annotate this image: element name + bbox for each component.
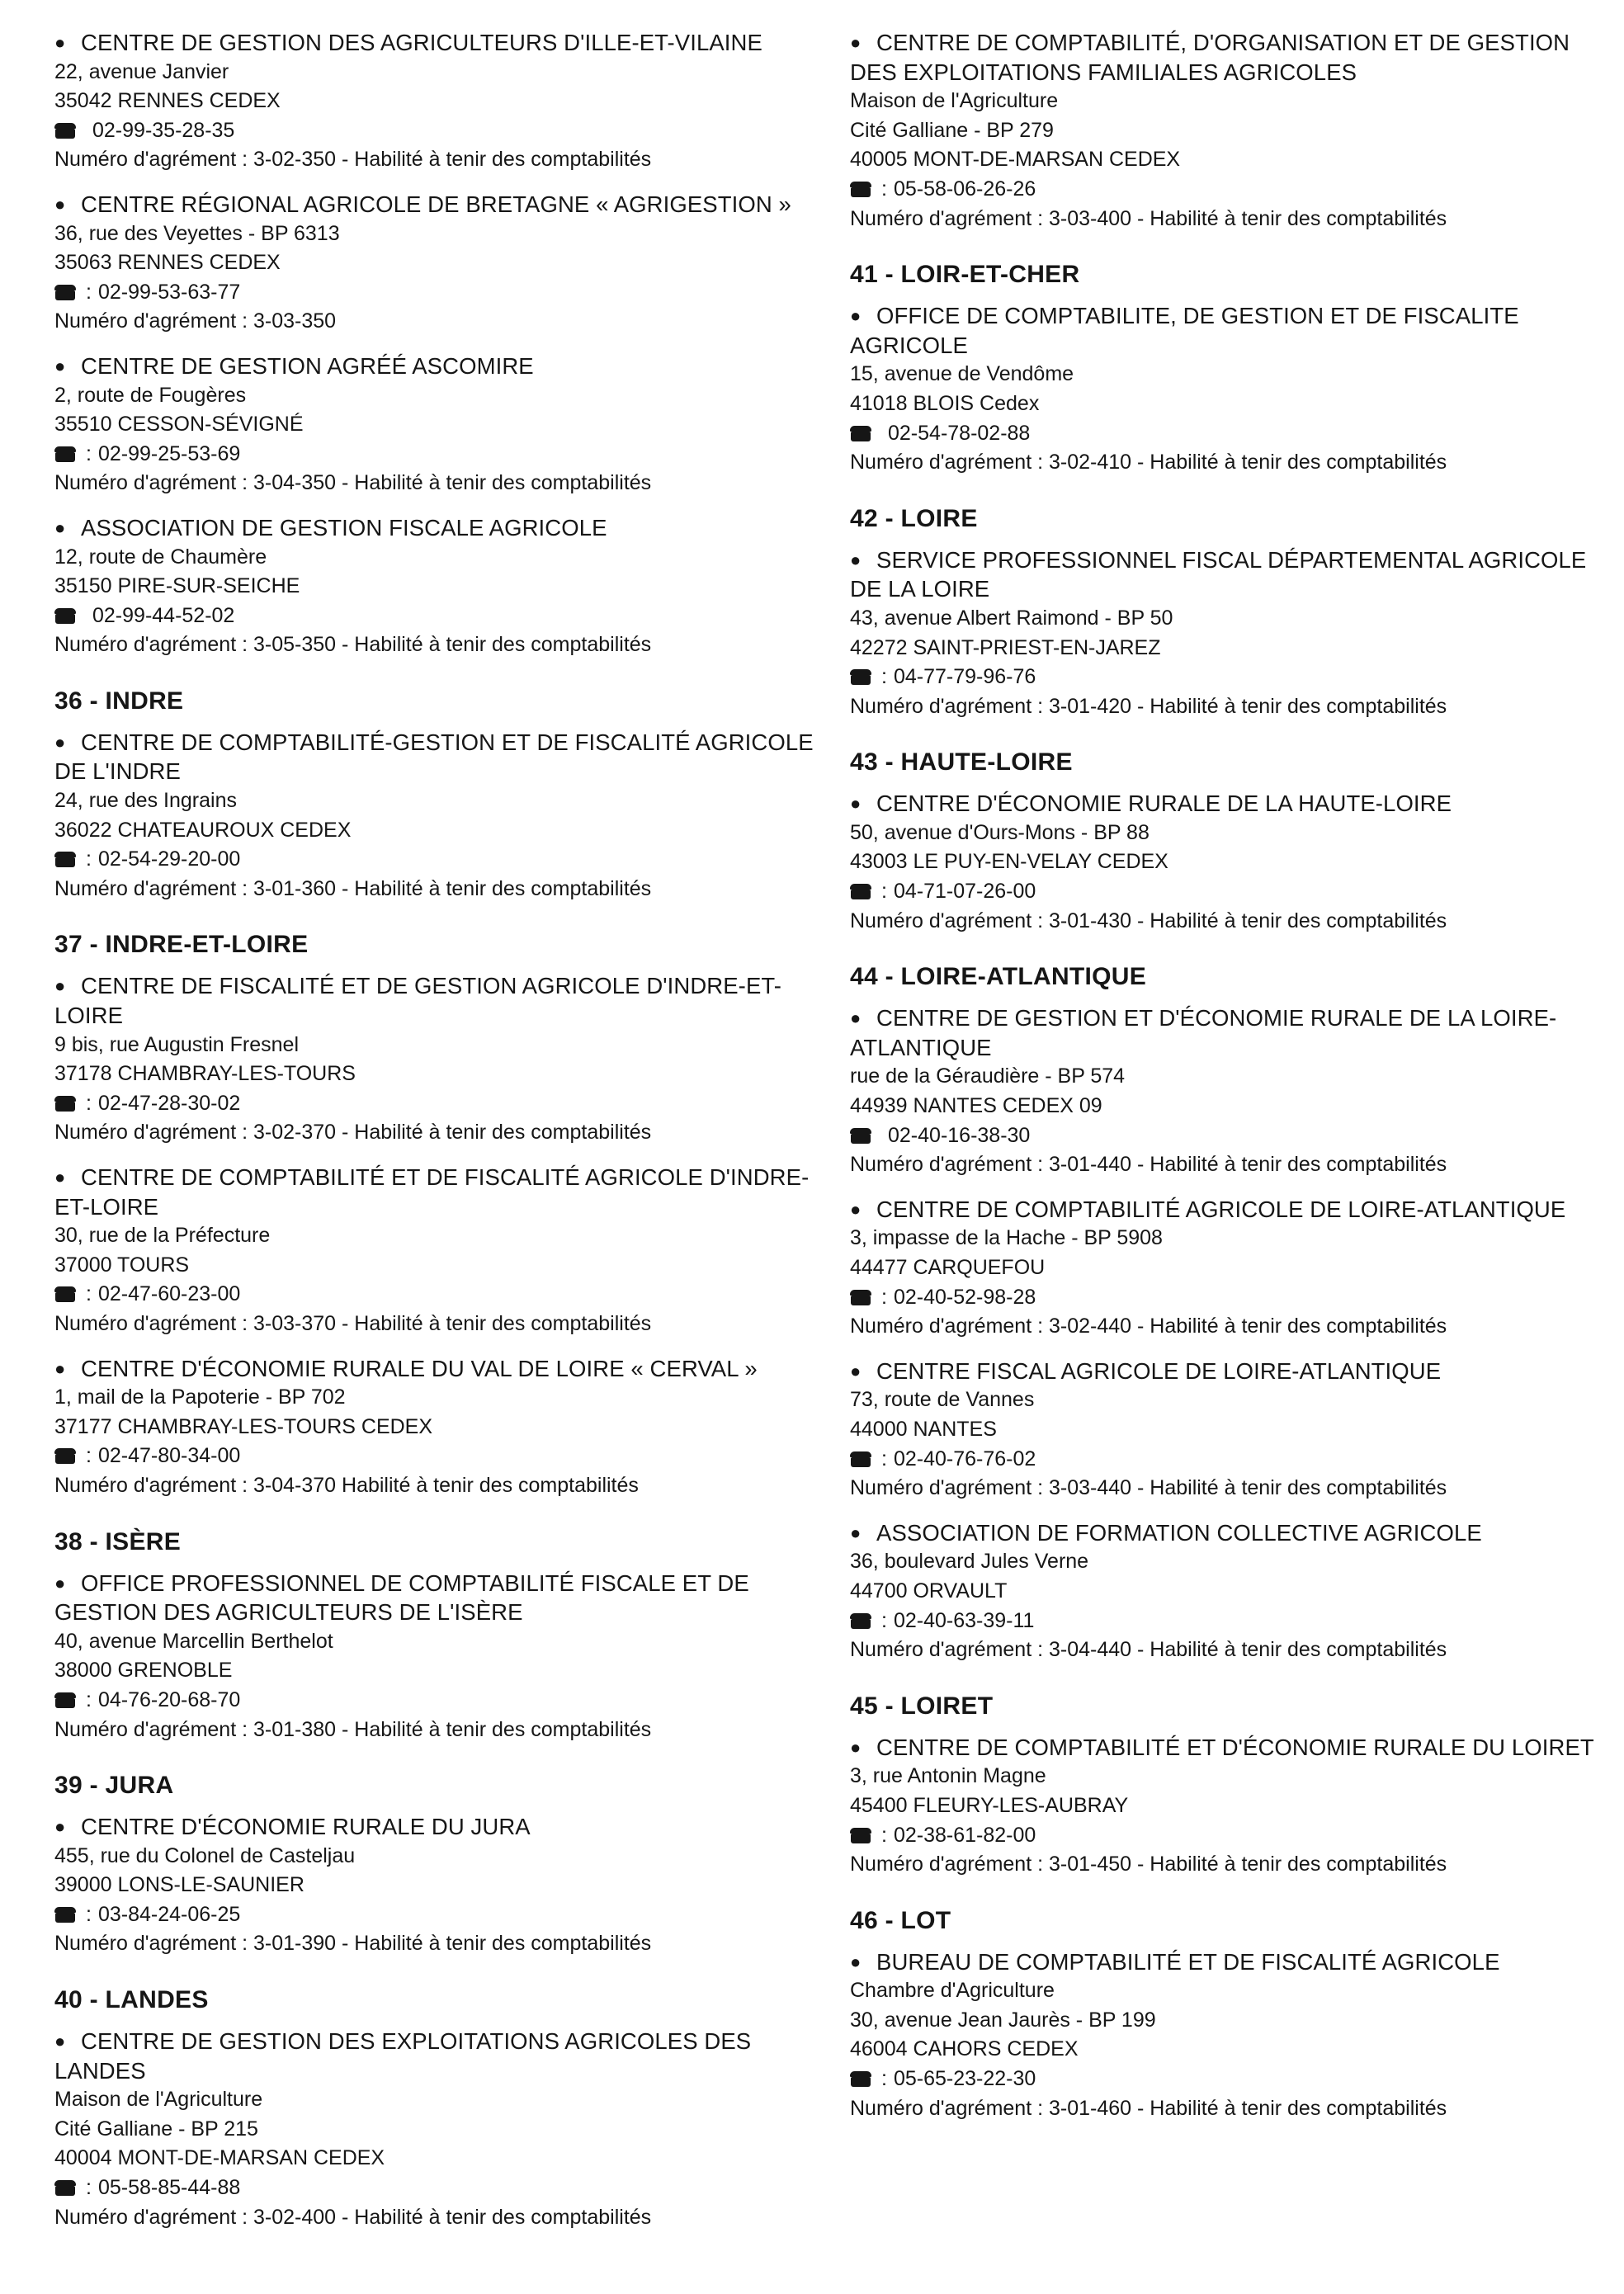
organization-name: CENTRE D'ÉCONOMIE RURALE DU JURA — [81, 1814, 531, 1840]
organization-name: CENTRE DE GESTION DES AGRICULTEURS D'ILLE-ET-VILAINE — [81, 30, 762, 55]
address-line: 38000 GRENOBLE — [54, 1659, 233, 1683]
phone-separator: : — [86, 280, 92, 304]
agrement-number: Numéro d'agrément : 3-02-400 - Habilité à tenir des comptabilités — [54, 2205, 652, 2229]
phone-line — [850, 1445, 1601, 1475]
bullet-icon: ● — [54, 1167, 66, 1187]
agrement-number: Numéro d'agrément : 3-02-440 - Habilité à tenir des comptabilités — [850, 1315, 1447, 1338]
organization-name-line — [54, 190, 822, 219]
bullet-icon: ● — [850, 1008, 862, 1029]
organization-name-line — [54, 1569, 822, 1627]
phone-line — [54, 602, 822, 631]
department-heading: 44 - LOIRE-ATLANTIQUE — [850, 963, 1147, 991]
bullet-icon: ● — [850, 1198, 862, 1220]
address-line: 9 bis, rue Augustin Fresnel — [54, 1032, 299, 1056]
bullet-icon: ● — [850, 305, 862, 327]
phone-separator: : — [86, 1687, 92, 1711]
telephone-icon — [54, 1286, 76, 1302]
department-heading: 46 - LOT — [850, 1906, 951, 1934]
organization-entry — [54, 971, 822, 1148]
organization-name: ASSOCIATION DE FORMATION COLLECTIVE AGRICOLE — [876, 1519, 1482, 1546]
department-section — [54, 928, 822, 1500]
phone-separator: : — [881, 665, 887, 689]
organization-name: CENTRE DE COMPTABILITÉ ET D'ÉCONOMIE RURALE DU LOIRET — [876, 1734, 1594, 1760]
address-line: 45400 FLEURY-LES-AUBRAY — [850, 1793, 1129, 1817]
bullet-icon: ● — [54, 517, 66, 538]
address-line: 30, rue de la Préfecture — [54, 1224, 271, 1248]
bullet-icon: ● — [54, 2031, 66, 2052]
bullet-icon: ● — [54, 975, 66, 997]
phone-line — [54, 116, 822, 146]
organization-entry — [850, 1195, 1601, 1342]
address-line: 30, avenue Jean Jaurès - BP 199 — [850, 2008, 1156, 2032]
telephone-icon — [54, 284, 76, 300]
phone-separator: : — [881, 2067, 887, 2091]
organization-name: OFFICE DE COMPTABILITE, DE GESTION ET DE FISCALITE AGRICOLE — [850, 303, 1519, 358]
organization-name-line — [54, 1163, 822, 1221]
phone-line — [850, 663, 1601, 692]
agrement-number: Numéro d'agrément : 3-03-440 - Habilité à tenir des comptabilités — [850, 1476, 1447, 1500]
phone-number: 04-71-07-26-00 — [893, 880, 1036, 904]
department-heading: 43 - HAUTE-LOIRE — [850, 748, 1073, 776]
organization-entry — [850, 301, 1601, 478]
address-line: 24, rue des Ingrains — [54, 789, 237, 813]
right-column — [850, 28, 1601, 2138]
phone-line — [54, 1280, 822, 1310]
bullet-icon: ● — [54, 32, 66, 53]
address-line: 3, rue Antonin Magne — [850, 1764, 1046, 1788]
telephone-icon — [850, 668, 871, 685]
department-section — [850, 961, 1601, 1664]
department-section — [850, 1905, 1601, 2124]
phone-number: 02-54-29-20-00 — [97, 847, 241, 871]
address-line: 43, avenue Albert Raimond - BP 50 — [850, 606, 1173, 630]
organization-name-line — [850, 1947, 1601, 1977]
address-line: 37000 TOURS — [54, 1253, 190, 1277]
address-line: 40, avenue Marcellin Berthelot — [54, 1629, 333, 1653]
department-heading: 41 - LOIR-ET-CHER — [850, 261, 1080, 289]
address-line: 46004 CAHORS CEDEX — [850, 2037, 1079, 2061]
agrement-number: Numéro d'agrément : 3-03-400 - Habilité à tenir des comptabilités — [850, 206, 1447, 230]
phone-number: 02-47-80-34-00 — [97, 1444, 241, 1468]
organization-name: CENTRE DE COMPTABILITÉ-GESTION ET DE FISCALITÉ AGRICOLE DE L'INDRE — [54, 729, 814, 785]
address-line: 40005 MONT-DE-MARSAN CEDEX — [850, 148, 1181, 172]
organization-entry — [54, 513, 822, 660]
phone-separator: : — [881, 1447, 887, 1470]
telephone-icon — [54, 1906, 76, 1923]
organization-name-line — [54, 28, 822, 58]
phone-separator: : — [881, 1608, 887, 1632]
bullet-icon: ● — [850, 793, 862, 814]
organization-name: CENTRE D'ÉCONOMIE RURALE DU VAL DE LOIRE « CERVAL » — [81, 1355, 758, 1381]
department-section — [54, 1769, 822, 1959]
address-line: 15, avenue de Vendôme — [850, 362, 1074, 386]
department-section — [850, 28, 1601, 234]
organization-name-line — [850, 1518, 1601, 1548]
phone-line — [54, 845, 822, 875]
phone-number: 02-54-78-02-88 — [888, 421, 1031, 445]
phone-separator: : — [881, 880, 887, 904]
agrement-number: Numéro d'agrément : 3-01-380 - Habilité à tenir des comptabilités — [54, 1717, 652, 1741]
department-heading: 40 - LANDES — [54, 1986, 209, 2014]
organization-name: CENTRE DE GESTION AGRÉÉ ASCOMIRE — [81, 352, 534, 379]
bullet-icon: ● — [850, 1736, 862, 1758]
agrement-number: Numéro d'agrément : 3-01-430 - Habilité à tenir des comptabilités — [850, 909, 1447, 932]
phone-line — [54, 1900, 822, 1930]
address-line: 22, avenue Janvier — [54, 59, 229, 83]
department-heading: 42 - LOIRE — [850, 504, 978, 532]
phone-separator: : — [86, 2176, 92, 2200]
address-line: 44700 ORVAULT — [850, 1579, 1008, 1602]
organization-name-line — [850, 1195, 1601, 1225]
phone-number: 02-38-61-82-00 — [893, 1823, 1036, 1847]
address-line: Chambre d'Agriculture — [850, 1979, 1055, 2003]
department-section — [54, 685, 822, 904]
organization-name: CENTRE FISCAL AGRICOLE DE LOIRE-ATLANTIQUE — [876, 1357, 1442, 1384]
telephone-icon — [850, 2070, 871, 2087]
bullet-icon: ● — [850, 32, 862, 53]
telephone-icon — [850, 181, 871, 197]
address-line: 35150 PIRE-SUR-SEICHE — [54, 574, 300, 598]
telephone-icon — [850, 425, 871, 441]
phone-line — [850, 1283, 1601, 1313]
phone-line — [850, 175, 1601, 205]
address-line: 44939 NANTES CEDEX 09 — [850, 1094, 1102, 1118]
telephone-icon — [850, 1827, 871, 1843]
department-section — [54, 28, 822, 660]
organization-name-line — [850, 301, 1601, 360]
address-line: Cité Galliane - BP 215 — [54, 2117, 258, 2141]
address-line: Maison de l'Agriculture — [54, 2088, 263, 2112]
address-line: 73, route de Vannes — [850, 1388, 1035, 1412]
agrement-number: Numéro d'agrément : 3-01-440 - Habilité à tenir des comptabilités — [850, 1153, 1447, 1177]
telephone-icon — [54, 122, 76, 139]
left-column — [54, 28, 822, 2247]
department-section — [850, 1690, 1601, 1880]
telephone-icon — [54, 851, 76, 867]
agrement-number: Numéro d'agrément : 3-01-420 - Habilité à tenir des comptabilités — [850, 694, 1447, 718]
organization-name: CENTRE RÉGIONAL AGRICOLE DE BRETAGNE « AGRIGESTION » — [81, 191, 791, 217]
organization-entry — [850, 1003, 1601, 1180]
address-line: 40004 MONT-DE-MARSAN CEDEX — [54, 2146, 385, 2170]
organization-entry — [54, 2027, 822, 2232]
bullet-icon: ● — [54, 1572, 66, 1593]
organization-entry — [54, 1569, 822, 1745]
phone-number: 02-99-25-53-69 — [97, 441, 241, 465]
organization-name: CENTRE D'ÉCONOMIE RURALE DE LA HAUTE-LOIRE — [876, 791, 1452, 817]
address-line: 35042 RENNES CEDEX — [54, 89, 281, 113]
organization-entry — [54, 28, 822, 175]
address-line: Cité Galliane - BP 279 — [850, 118, 1054, 142]
address-line: 41018 BLOIS Cedex — [850, 391, 1040, 415]
organization-name: BUREAU DE COMPTABILITÉ ET DE FISCALITÉ AGRICOLE — [876, 1948, 1500, 1975]
telephone-icon — [54, 1692, 76, 1708]
organization-entry — [54, 1163, 822, 1339]
bullet-icon: ● — [54, 1816, 66, 1838]
agrement-number: Numéro d'agrément : 3-05-350 - Habilité à tenir des comptabilités — [54, 633, 652, 657]
organization-name-line — [850, 545, 1601, 604]
organization-name-line — [54, 1354, 822, 1384]
department-heading: 37 - INDRE-ET-LOIRE — [54, 931, 309, 959]
agrement-number: Numéro d'agrément : 3-02-350 - Habilité à tenir des comptabilités — [54, 148, 652, 172]
phone-number: 02-40-63-39-11 — [893, 1608, 1035, 1632]
organization-name: OFFICE PROFESSIONNEL DE COMPTABILITÉ FISCALE ET DE GESTION DES AGRICULTEURS DE L'ISÈRE — [54, 1569, 749, 1626]
phone-line — [54, 2174, 822, 2203]
phone-separator: : — [881, 177, 887, 201]
phone-number: 02-40-76-76-02 — [893, 1447, 1036, 1470]
organization-name: ASSOCIATION DE GESTION FISCALE AGRICOLE — [81, 514, 607, 540]
organization-name: CENTRE DE GESTION ET D'ÉCONOMIE RURALE DE LA LOIRE-ATLANTIQUE — [850, 1005, 1557, 1060]
agrement-number: Numéro d'agrément : 3-02-370 - Habilité à tenir des comptabilités — [54, 1121, 652, 1145]
phone-separator: : — [86, 1444, 92, 1468]
address-line: 50, avenue d'Ours-Mons - BP 88 — [850, 820, 1150, 844]
phone-line — [850, 419, 1601, 449]
telephone-icon — [850, 1289, 871, 1305]
address-line: 44000 NANTES — [850, 1417, 997, 1441]
organization-entry — [850, 1518, 1601, 1665]
address-line: 3, impasse de la Hache - BP 5908 — [850, 1226, 1163, 1250]
organization-name-line — [850, 789, 1601, 819]
phone-line — [850, 1607, 1601, 1636]
phone-number: 02-47-28-30-02 — [97, 1091, 241, 1115]
bullet-icon: ● — [54, 355, 66, 376]
organization-name: SERVICE PROFESSIONNEL FISCAL DÉPARTEMENTAL AGRICOLE DE LA LOIRE — [850, 546, 1587, 602]
phone-number: 04-77-79-96-76 — [893, 665, 1036, 689]
agrement-number: Numéro d'agrément : 3-01-360 - Habilité à tenir des comptabilités — [54, 876, 652, 900]
telephone-icon — [850, 883, 871, 899]
telephone-icon — [850, 1612, 871, 1629]
phone-number: 04-76-20-68-70 — [97, 1687, 241, 1711]
address-line: 1, mail de la Papoterie - BP 702 — [54, 1385, 346, 1409]
organization-name: CENTRE DE COMPTABILITÉ AGRICOLE DE LOIRE-ATLANTIQUE — [876, 1196, 1566, 1222]
bullet-icon: ● — [54, 731, 66, 753]
department-heading: 38 - ISÈRE — [54, 1527, 182, 1555]
phone-separator: : — [86, 847, 92, 871]
phone-line — [54, 278, 822, 308]
agrement-number: Numéro d'agrément : 3-04-350 - Habilité à tenir des comptabilités — [54, 471, 652, 495]
organization-name-line — [54, 513, 822, 543]
organization-name-line — [54, 1812, 822, 1842]
department-section — [850, 258, 1601, 478]
organization-name: CENTRE DE FISCALITÉ ET DE GESTION AGRICOLE D'INDRE-ET-LOIRE — [54, 973, 782, 1029]
organization-name: CENTRE DE COMPTABILITÉ, D'ORGANISATION ET DE GESTION DES EXPLOITATIONS FAMILIALES AGRICOLES — [850, 30, 1570, 85]
organization-name: CENTRE DE GESTION DES EXPLOITATIONS AGRICOLES DES LANDES — [54, 2028, 752, 2084]
agrement-number: Numéro d'agrément : 3-02-410 - Habilité à tenir des comptabilités — [850, 451, 1447, 474]
organization-name-line — [850, 28, 1601, 87]
address-line: 42272 SAINT-PRIEST-EN-JAREZ — [850, 635, 1161, 659]
department-heading: 39 - JURA — [54, 1772, 174, 1800]
phone-line — [54, 440, 822, 470]
phone-number: 05-58-06-26-26 — [893, 177, 1036, 201]
address-line: rue de la Géraudière - BP 574 — [850, 1064, 1126, 1088]
address-line: 455, rue du Colonel de Casteljau — [54, 1843, 356, 1867]
department-section — [850, 503, 1601, 722]
address-line: 44477 CARQUEFOU — [850, 1256, 1046, 1279]
organization-name-line — [850, 1003, 1601, 1062]
organization-name: CENTRE DE COMPTABILITÉ ET DE FISCALITÉ AGRICOLE D'INDRE-ET-LOIRE — [54, 1164, 810, 1220]
phone-number: 02-40-16-38-30 — [888, 1123, 1031, 1147]
bullet-icon: ● — [850, 549, 862, 570]
organization-name-line — [850, 1733, 1601, 1763]
agrement-number: Numéro d'agrément : 3-01-450 - Habilité à tenir des comptabilités — [850, 1853, 1447, 1876]
telephone-icon — [54, 446, 76, 462]
organization-entry — [850, 789, 1601, 936]
telephone-icon — [850, 1127, 871, 1144]
phone-number: 02-99-44-52-02 — [92, 603, 235, 627]
department-section — [850, 746, 1601, 936]
phone-separator: : — [86, 1282, 92, 1306]
organization-entry — [54, 1354, 822, 1501]
organization-entry — [54, 190, 822, 337]
phone-separator: : — [86, 441, 92, 465]
telephone-icon — [54, 1447, 76, 1464]
address-line: 12, route de Chaumère — [54, 545, 267, 569]
phone-number: 02-99-53-63-77 — [97, 280, 241, 304]
phone-separator: : — [86, 1902, 92, 1926]
address-line: 36, boulevard Jules Verne — [850, 1550, 1089, 1574]
organization-name-line — [850, 1357, 1601, 1386]
organization-entry — [54, 1812, 822, 1959]
agrement-number: Numéro d'agrément : 3-03-350 — [54, 309, 337, 333]
organization-name-line — [54, 728, 822, 786]
agrement-number: Numéro d'agrément : 3-01-460 - Habilité à tenir des comptabilités — [850, 2096, 1447, 2120]
phone-separator: : — [881, 1823, 887, 1847]
department-section — [54, 1984, 822, 2232]
phone-number: 02-40-52-98-28 — [893, 1285, 1036, 1309]
telephone-icon — [850, 1451, 871, 1467]
organization-entry — [850, 545, 1601, 722]
phone-separator: : — [881, 1285, 887, 1309]
address-line: 2, route de Fougères — [54, 383, 247, 407]
agrement-number: Numéro d'agrément : 3-01-390 - Habilité à tenir des comptabilités — [54, 1932, 652, 1956]
phone-number: 03-84-24-06-25 — [97, 1902, 241, 1926]
agrement-number: Numéro d'agrément : 3-03-370 - Habilité à tenir des comptabilités — [54, 1311, 652, 1335]
phone-number: 02-47-60-23-00 — [97, 1282, 241, 1306]
phone-line — [850, 877, 1601, 907]
address-line: 35063 RENNES CEDEX — [54, 251, 281, 275]
organization-entry — [54, 728, 822, 904]
address-line: 37178 CHAMBRAY-LES-TOURS — [54, 1062, 356, 1086]
address-line: Maison de l'Agriculture — [850, 89, 1059, 113]
address-line: 35510 CESSON-SÉVIGNÉ — [54, 413, 304, 437]
organization-name-line — [54, 352, 822, 381]
phone-number: 02-99-35-28-35 — [92, 118, 235, 142]
telephone-icon — [54, 1095, 76, 1112]
department-heading: 45 - LOIRET — [850, 1692, 994, 1720]
bullet-icon: ● — [54, 1357, 66, 1379]
phone-line — [850, 2065, 1601, 2094]
organization-name-line — [54, 971, 822, 1030]
address-line: 39000 LONS-LE-SAUNIER — [54, 1873, 304, 1897]
phone-line — [54, 1686, 822, 1716]
phone-line — [850, 1121, 1601, 1151]
address-line: 43003 LE PUY-EN-VELAY CEDEX — [850, 850, 1168, 874]
bullet-icon: ● — [850, 1951, 862, 1972]
address-line: 37177 CHAMBRAY-LES-TOURS CEDEX — [54, 1414, 433, 1438]
telephone-icon — [54, 2179, 76, 2196]
telephone-icon — [54, 607, 76, 624]
bullet-icon: ● — [850, 1522, 862, 1543]
address-line: 36, rue des Veyettes - BP 6313 — [54, 221, 340, 245]
phone-line — [850, 1821, 1601, 1851]
phone-line — [54, 1442, 822, 1471]
organization-entry — [850, 1947, 1601, 2124]
department-heading: 36 - INDRE — [54, 687, 184, 715]
organization-entry — [54, 352, 822, 498]
phone-separator: : — [86, 1091, 92, 1115]
agrement-number: Numéro d'agrément : 3-04-370 Habilité à tenir des comptabilités — [54, 1473, 639, 1497]
phone-number: 05-58-85-44-88 — [97, 2176, 241, 2200]
bullet-icon: ● — [850, 1360, 862, 1381]
bullet-icon: ● — [54, 193, 66, 215]
organization-entry — [850, 1733, 1601, 1880]
agrement-number: Numéro d'agrément : 3-04-440 - Habilité à tenir des comptabilités — [850, 1638, 1447, 1662]
organization-entry — [850, 1357, 1601, 1503]
phone-number: 05-65-23-22-30 — [893, 2067, 1036, 2091]
department-section — [54, 1526, 822, 1745]
phone-line — [54, 1089, 822, 1119]
organization-name-line — [54, 2027, 822, 2085]
organization-entry — [850, 28, 1601, 234]
address-line: 36022 CHATEAUROUX CEDEX — [54, 818, 352, 842]
